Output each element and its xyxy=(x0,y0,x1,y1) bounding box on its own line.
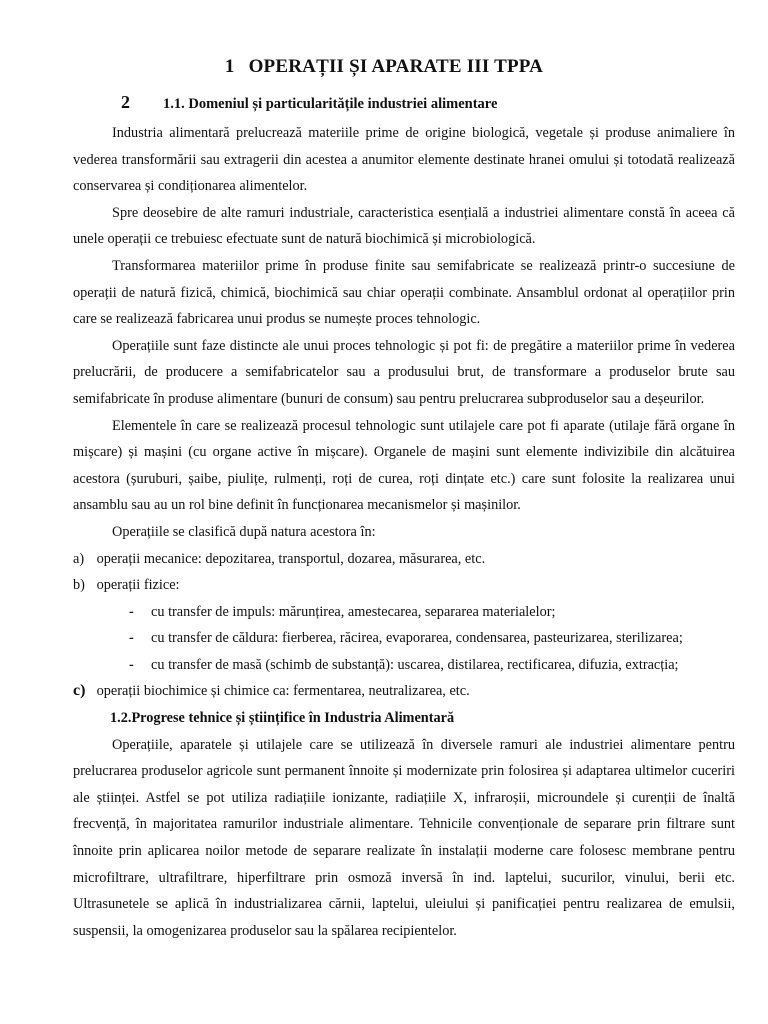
list-item-c xyxy=(73,678,735,705)
list-marker: b) xyxy=(73,577,85,594)
paragraph: Industria alimentară prelucrează materiile prime de origine biologică, vegetale și produse animaliere în vederea transformării sau extragerii din acestea a anumitor elemente destinate hranei omului și totodată realizează conservarea și condiționarea alimentelor. xyxy=(73,125,735,195)
list-item-text: operații fizice: xyxy=(96,577,180,594)
paragraph: Operațiile, aparatele și utilajele care se utilizează în diversele ramuri ale industriei alimentare pentru prelucrarea produselor agricole sunt permanent înnoite și modernizate prin folosirea și adaptarea ultimelor cuceriri ale științei. Astfel se pot utiliza radiațiile ionizante, radiațiile X, infraroșii, microundele și curenții de înaltă frecvență, în majoritatea ramurilor industriale alimentare. Tehnicile convenționale de separare prin filtrare sunt înnoite prin aplicarea noilor metode de separare realizate în instalații moderne care folosesc membrane pentru microfiltrare, ultrafiltrare, hiperfiltrare prin osmoză inversă în ind. laptelui, sucurilor, vinului, berii etc. Ultrasunetele se aplică în industrializarea cărnii, laptelui, uleiului și panificației pentru realizarea de emulsii, suspensii, la omogenizarea produselor sau la spălarea recipientelor. xyxy=(73,736,735,939)
chapter-title xyxy=(0,56,768,78)
list-item-a xyxy=(73,546,735,573)
list-item-text: operații biochimice și chimice ca: fermentarea, neutralizarea, etc. xyxy=(96,683,470,700)
section-heading-text: 1.1. Domeniul și particularitățile industriei alimentare xyxy=(163,96,498,112)
paragraph: Spre deosebire de alte ramuri industriale, caracteristica esențială a industriei alimentare constă în aceea că unele operații ce trebuiesc efectuate sunt de natură biochimică și microbiologică. xyxy=(73,204,735,248)
document-body xyxy=(73,120,735,944)
sublist-item xyxy=(73,625,735,652)
paragraph: Operațiile se clasifică după natura acestora în: xyxy=(112,523,376,540)
sublist-item-text: cu transfer de impuls: mărunțirea, amestecarea, separarea materialelor; xyxy=(151,603,556,620)
list-marker: c) xyxy=(73,682,86,700)
list-item-text: operații mecanice: depozitarea, transportul, dozarea, măsurarea, etc. xyxy=(96,550,486,567)
chapter-title-text: OPERAȚII ȘI APARATE III TPPA xyxy=(248,56,544,77)
paragraph: Transformarea materiilor prime în produse finite sau semifabricate se realizează printr-o succesiune de operații de natură fizică, chimică, biochimică sau chiar operații combinate. Ansamblul ordonat al operațiilor prin care se realizează fabricarea unui produs se numește proces tehnologic. xyxy=(73,257,735,328)
section-number: 2 xyxy=(121,92,130,112)
sublist-item xyxy=(73,599,735,626)
list-marker: a) xyxy=(73,550,85,567)
dash-marker: - xyxy=(129,656,134,673)
sublist-item-text: cu transfer de masă (schimb de substanță): uscarea, distilarea, rectificarea, difuzia, extracția; xyxy=(151,656,679,673)
list-item-b xyxy=(73,572,735,599)
paragraph: Operațiile sunt faze distincte ale unui proces tehnologic și pot fi: de pregătire a materiilor prime în vederea prelucrării, de producere a semifabricatelor sau a produsului brut, de transformare a produselor brute sau semifabricate în produse alimentare (bunuri de consum) sau pentru prelucrarea subproduselor sau a deșeurilor. xyxy=(73,337,735,407)
paragraph: Elementele în care se realizează procesul tehnologic sunt utilajele care pot fi aparate (utilaje fără organe în mișcare) și mașini (cu organe active în mișcare). Organele de mașini sunt elemente indivizibile din alcătuirea acestora (șuruburi, șaibe, piulițe, rulmenți, roți de curea, roți dințate etc.) care sunt folosite la realizarea unui ansamblu sau au un rol bine definit în funcționarea mecanismelor și mașinilor. xyxy=(73,417,735,514)
chapter-number: 1 xyxy=(224,56,235,77)
section-heading-1-1 xyxy=(121,92,497,113)
section-heading-1-2: 1.2.Progrese tehnice și științifice în Industria Alimentară xyxy=(110,710,455,727)
sublist-item xyxy=(73,652,735,679)
dash-marker: - xyxy=(129,603,134,620)
dash-marker: - xyxy=(129,630,134,647)
sublist-item-text: cu transfer de căldura: fierberea, răcirea, evaporarea, condensarea, pasteurizarea, sterilizarea; xyxy=(151,630,683,647)
